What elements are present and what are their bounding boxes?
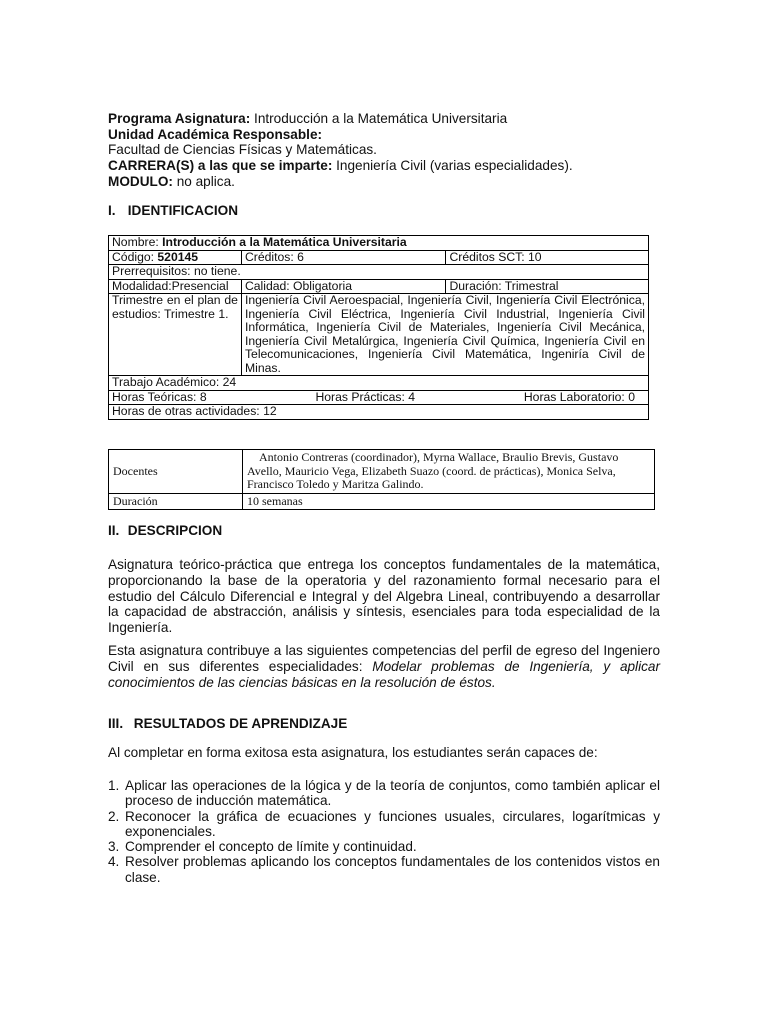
list-item: 1. Aplicar las operaciones de la lógica y de la teoría de conjuntos, como también aplicar el proceso de inducción matemática. (108, 778, 660, 809)
carrera-line: CARRERA(S) a las que se imparte: Ingeniería Civil (varias especialidades). (108, 158, 573, 174)
list-item: 3. Comprender el concepto de límite y continuidad. (108, 839, 417, 855)
trabajo-academico-cell: Trabajo Académico: 24 (109, 376, 649, 391)
nombre-cell: Nombre: Introducción a la Matemática Universitaria (109, 236, 649, 251)
creditos-sct-cell: Créditos SCT: 10 (446, 250, 649, 265)
table-row (109, 390, 649, 405)
docentes-value: Antonio Contreras (coordinador), Myrna Wallace, Braulio Brevis, Gustavo Avello, Mauricio Vega, Elizabeth Suazo (coord. de prácticas), Monica Selva, Francisco Toledo y Maritza Galindo. (243, 450, 655, 494)
table-row (109, 376, 649, 391)
docentes-table (108, 449, 655, 510)
prerrequisitos-cell: Prerrequisitos: no tiene. (109, 265, 649, 280)
list-item: 2. Reconocer la gráfica de ecuaciones y funciones usuales, circulares, logarítmicas y exponenciales. (108, 808, 660, 839)
section-descripcion-title: II. DESCRIPCION (108, 523, 223, 538)
duracion-cell: Duración: Trimestral (446, 279, 649, 294)
table-row (109, 450, 655, 494)
codigo-cell: Código: 520145 (109, 250, 242, 265)
descripcion-paragraph-1: Asignatura teórico-práctica que entrega los conceptos fundamentales de la matemática, proporcionando la base de la operatoria y del razonamiento formal necesario para el estudio del Cálculo Diferencial e Integral y del Algebra Lineal, contribuyendo a desarrollar la capacidad de abstracción, análisis y síntesis, esenciales para toda especialidad de la Ingeniería. (108, 557, 660, 636)
resultados-list (108, 778, 660, 885)
docentes-label: Docentes (109, 450, 243, 494)
horas-cell (109, 390, 649, 405)
table-row (109, 493, 655, 510)
programa-line: Programa Asignatura: Introducción a la Matemática Universitaria (108, 111, 508, 126)
creditos-cell: Créditos: 6 (241, 250, 446, 265)
modalidad-cell: Modalidad:Presencial (109, 279, 242, 294)
horas-teoricas: Horas Teóricas: 8 (112, 389, 207, 404)
table-row (109, 236, 649, 251)
horas-laboratorio: Horas Laboratorio: 0 (523, 389, 635, 404)
carreras-cell: Ingeniería Civil Aeroespacial, Ingeniería Civil, Ingeniería Civil Electrónica, Ingeniería Civil Eléctrica, Ingeniería Civil Industrial, Ingeniería Civil Informática, Ingeniería Civil de Materiales, Ingeniería Civil Mecánica, Ingeniería Civil Metalúrgica, Ingeniería Civil Química, Ingeniería Civil en Telecomunicaciones, Ingeniería Civil Matemática, Ingeniría Civil de Minas. (241, 294, 648, 376)
modulo-line: MODULO: no aplica. (108, 173, 235, 189)
horas-practicas: Horas Prácticas: 4 (315, 389, 416, 404)
section-resultados-title: III. RESULTADOS DE APRENDIZAJE (108, 716, 348, 731)
section-identificacion-title: I. IDENTIFICACION (108, 203, 239, 218)
calidad-cell: Calidad: Obligatoria (241, 279, 446, 294)
unidad-value: Facultad de Ciencias Físicas y Matemáticas. (108, 142, 377, 158)
table-row (109, 265, 649, 280)
duracion-value: 10 semanas (243, 493, 655, 510)
table-row (109, 405, 649, 420)
descripcion-paragraph-2: Esta asignatura contribuye a las siguientes competencias del perfil de egreso del Ingeniero Civil en sus diferentes especialidades: Modelar problemas de Ingeniería, y aplicar conocimientos de las ciencias básicas en la resolución de éstos. (108, 643, 660, 690)
duracion-label: Duración (109, 493, 243, 510)
table-row (109, 279, 649, 294)
table-row (109, 294, 649, 376)
list-item: 4. Resolver problemas aplicando los conceptos fundamentales de los contenidos vistos en clase. (108, 854, 660, 885)
unidad-label: Unidad Académica Responsable: (108, 126, 323, 142)
trimestre-cell: Trimestre en el plan de estudios: Trimestre 1. (109, 294, 242, 376)
horas-otras-cell: Horas de otras actividades: 12 (109, 405, 649, 420)
resultados-intro: Al completar en forma exitosa esta asignatura, los estudiantes serán capaces de: (108, 745, 598, 760)
document-header (108, 111, 668, 190)
identificacion-table (108, 235, 649, 420)
table-row (109, 250, 649, 265)
